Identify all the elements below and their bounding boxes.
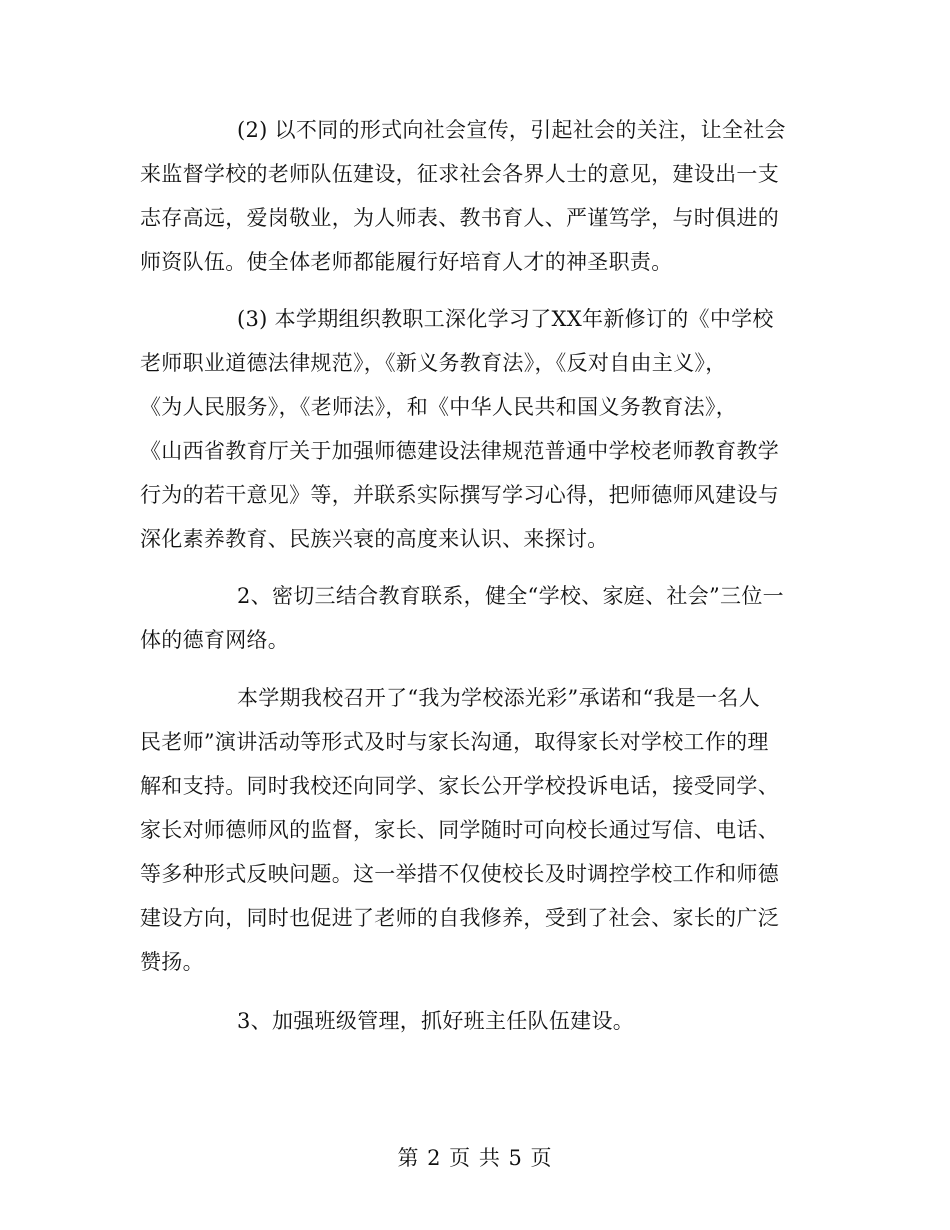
- section-heading-class-management: [140, 999, 820, 1043]
- paragraph-study: [140, 297, 820, 561]
- paragraph-line: 志存高远，爱岗敬业，为人师表、教书育人、严谨笃学，与时俱进的: [140, 206, 779, 230]
- paragraph-line: 《为人民服务》，《老师法》，和《中华人民共和国义务教育法》，: [140, 395, 737, 419]
- paragraph-line: 老师职业道德法律规范》，《新义务教育法》，《反对自由主义》，: [140, 351, 727, 375]
- paragraph-line: 来监督学校的老师队伍建设，征求社会各界人士的意见，建设出一支: [140, 162, 779, 186]
- paragraph-line: 2、密切三结合教育联系，健全“学校、家庭、社会”三位一: [237, 584, 784, 608]
- section-heading-three-combination: [140, 574, 820, 662]
- paragraph-line: 3、加强班级管理，抓好班主任队伍建设。: [237, 1009, 635, 1033]
- paragraph-parent-communication: [140, 676, 820, 984]
- paragraph-line: 行为的若干意见》等，并联系实际撰写学习心得，把师德师风建设与: [140, 483, 779, 507]
- paragraph-line: 民老师”演讲活动等形式及时与家长沟通，取得家长对学校工作的理: [140, 730, 769, 754]
- paragraph-line: (2) 以不同的形式向社会宣传，引起社会的关注，让全社会: [237, 118, 786, 142]
- paragraph-line: 等多种形式反映问题。这一举措不仅使校长及时调控学校工作和师德: [140, 862, 779, 886]
- paragraph-line: 建设方向，同时也促进了老师的自我修养，受到了社会、家长的广泛: [140, 906, 779, 930]
- paragraph-line: 深化素养教育、民族兴衰的高度来认识、来探讨。: [140, 527, 609, 551]
- paragraph-line: 家长对师德师风的监督，家长、同学随时可向校长通过写信、电话、: [140, 818, 779, 842]
- paragraph-line: (3) 本学期组织教职工深化学习了XX年新修订的《中学校: [237, 307, 774, 331]
- paragraph-line: 体的德育网络。: [140, 628, 290, 652]
- paragraph-line: 本学期我校召开了“我为学校添光彩”承诺和“我是一名人: [237, 686, 761, 710]
- paragraph-publicity: [140, 108, 820, 284]
- paragraph-line: 《山西省教育厅关于加强师德建设法律规范普通中学校老师教育教学: [140, 439, 779, 463]
- page-number-footer: 第 2 页 共 5 页: [397, 1146, 553, 1170]
- paragraph-line: 解和支持。同时我校还向同学、家长公开学校投诉电话，接受同学、: [140, 774, 779, 798]
- paragraph-line: 赞扬。: [140, 950, 204, 974]
- paragraph-line: 师资队伍。使全体老师都能履行好培育人才的神圣职责。: [140, 250, 673, 274]
